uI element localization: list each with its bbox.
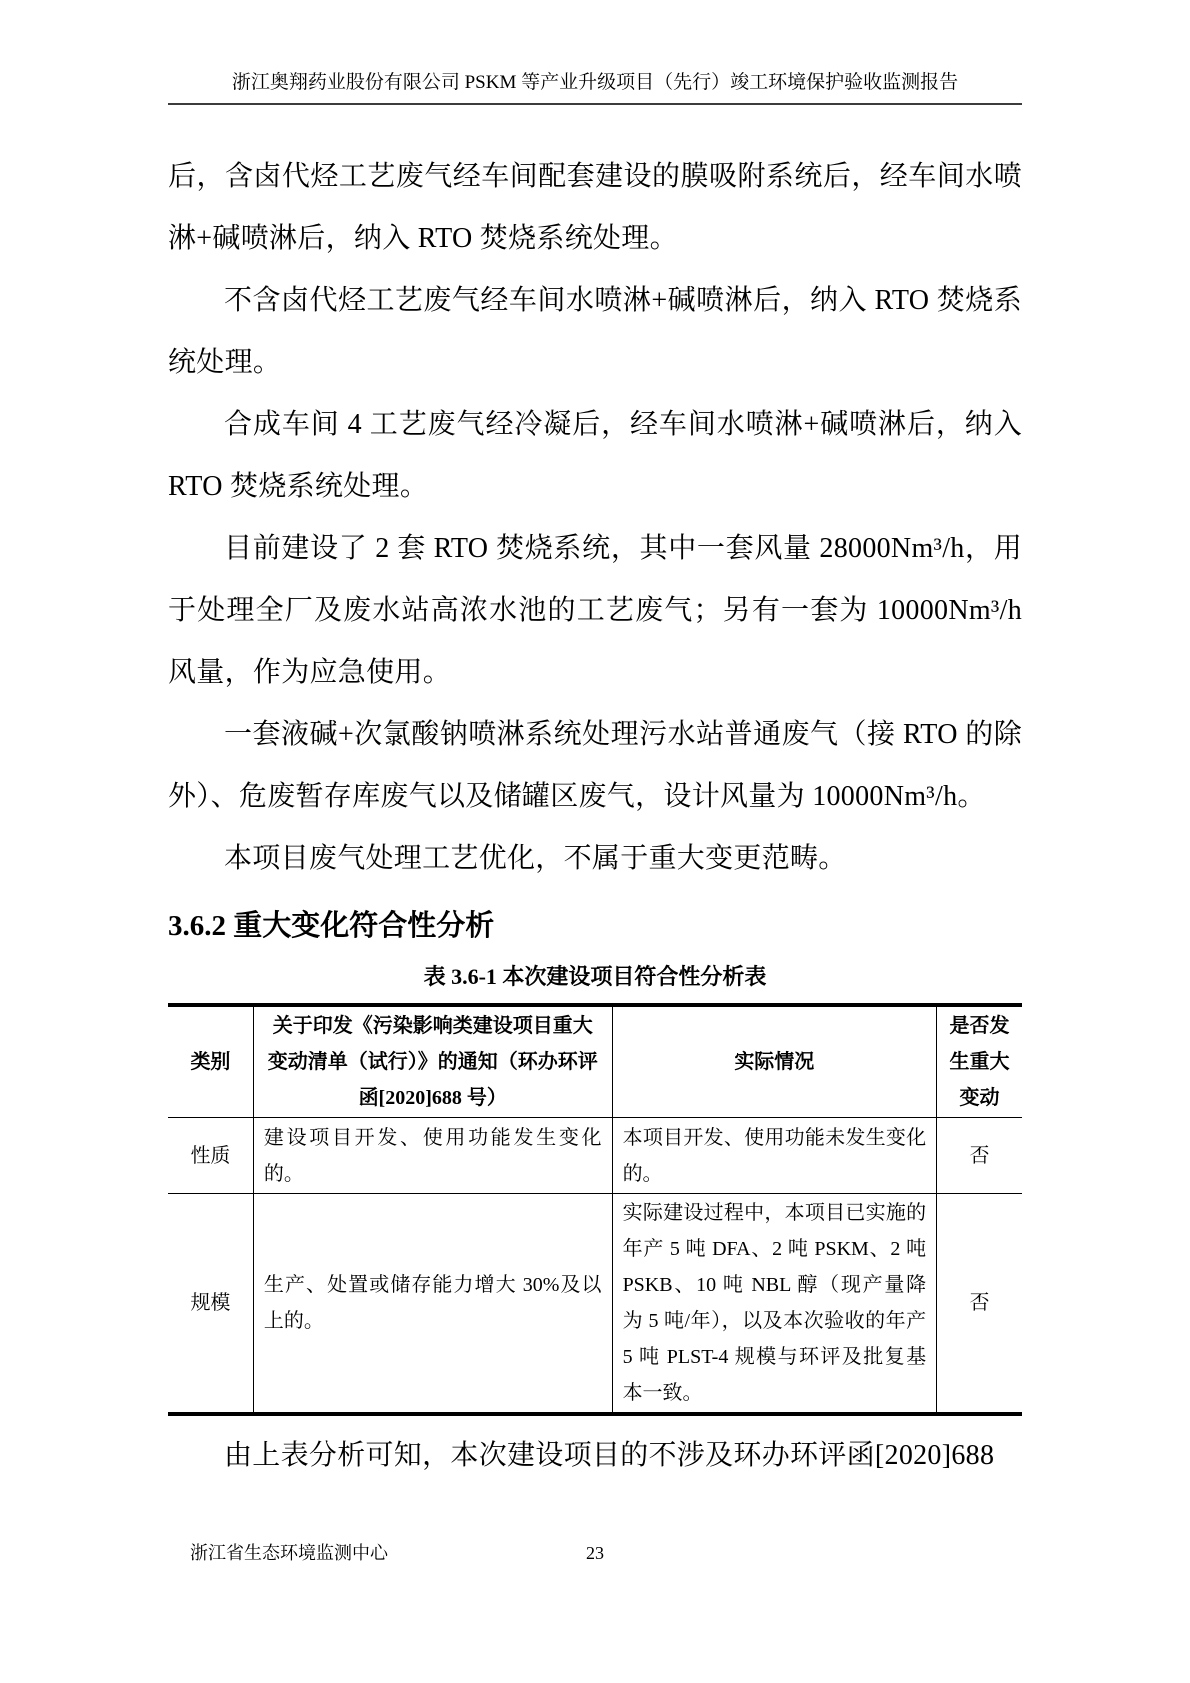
footer-organization: 浙江省生态环境监测中心 bbox=[190, 1543, 388, 1563]
col-header-category: 类别 bbox=[168, 1005, 253, 1118]
table-row-nature bbox=[168, 1118, 1022, 1194]
paragraph-synthesis-workshop-4: 合成车间 4 工艺废气经冷凝后，经车间水喷淋+碱喷淋后，纳入 RTO 焚烧系统处理。 bbox=[168, 409, 1022, 502]
table-row-scale bbox=[168, 1194, 1022, 1415]
col-header-notice: 关于印发《污染影响类建设项目重大变动清单（试行）》的通知（环办环评函[2020]688 号） bbox=[253, 1005, 612, 1118]
table-header-row bbox=[168, 1005, 1022, 1118]
table-caption: 表 3.6-1 本次建设项目符合性分析表 bbox=[423, 964, 767, 989]
cell-category-scale: 规模 bbox=[168, 1194, 253, 1415]
col-header-actual-situation: 实际情况 bbox=[612, 1005, 937, 1118]
page-content bbox=[168, 146, 1022, 1487]
cell-actual-scale: 实际建设过程中，本项目已实施的年产 5 吨 DFA、2 吨 PSKM、2 吨 PSKB、10 吨 NBL 醇（现产量降为 5 吨/年），以及本次验收的年产 5 吨 PLST-4 规模与环评及批复基本一致。 bbox=[612, 1194, 937, 1415]
compliance-analysis-table bbox=[168, 1003, 1022, 1416]
cell-major-change-nature: 否 bbox=[937, 1118, 1022, 1194]
section-heading-3-6-2: 3.6.2 重大变化符合性分析 bbox=[168, 910, 495, 942]
cell-major-change-scale: 否 bbox=[937, 1194, 1022, 1415]
paragraph-rto-systems: 目前建设了 2 套 RTO 焚烧系统，其中一套风量 28000Nm³/h，用于处理全厂及废水站高浓水池的工艺废气；另有一套为 10000Nm³/h 风量，作为应急使用。 bbox=[168, 533, 1022, 688]
paragraph-halogenated-waste-gas: 后，含卤代烃工艺废气经车间配套建设的膜吸附系统后，经车间水喷淋+碱喷淋后，纳入 RTO 焚烧系统处理。 bbox=[168, 161, 1022, 254]
cell-category-nature: 性质 bbox=[168, 1118, 253, 1194]
page-number: 23 bbox=[586, 1543, 604, 1563]
paragraph-process-optimization: 本项目废气处理工艺优化，不属于重大变更范畴。 bbox=[224, 843, 847, 874]
paragraph-spray-system: 一套液碱+次氯酸钠喷淋系统处理污水站普通废气（接 RTO 的除外）、危废暂存库废气以及储罐区废气，设计风量为 10000Nm³/h。 bbox=[168, 719, 1022, 812]
running-header-title: 浙江奥翔药业股份有限公司 PSKM 等产业升级项目（先行）竣工环境保护验收监测报告 bbox=[231, 72, 959, 93]
page-header bbox=[168, 70, 1022, 105]
cell-requirement-scale: 生产、处置或储存能力增大 30%及以上的。 bbox=[253, 1194, 612, 1415]
col-header-major-change: 是否发生重大变动 bbox=[937, 1005, 1022, 1118]
paragraph-non-halogenated-waste-gas: 不含卤代烃工艺废气经车间水喷淋+碱喷淋后，纳入 RTO 焚烧系统处理。 bbox=[168, 285, 1022, 378]
cell-requirement-nature: 建设项目开发、使用功能发生变化的。 bbox=[253, 1118, 612, 1194]
cell-actual-nature: 本项目开发、使用功能未发生变化的。 bbox=[612, 1118, 937, 1194]
closing-paragraph: 由上表分析可知，本次建设项目的不涉及环办环评函[2020]688 bbox=[224, 1440, 995, 1471]
